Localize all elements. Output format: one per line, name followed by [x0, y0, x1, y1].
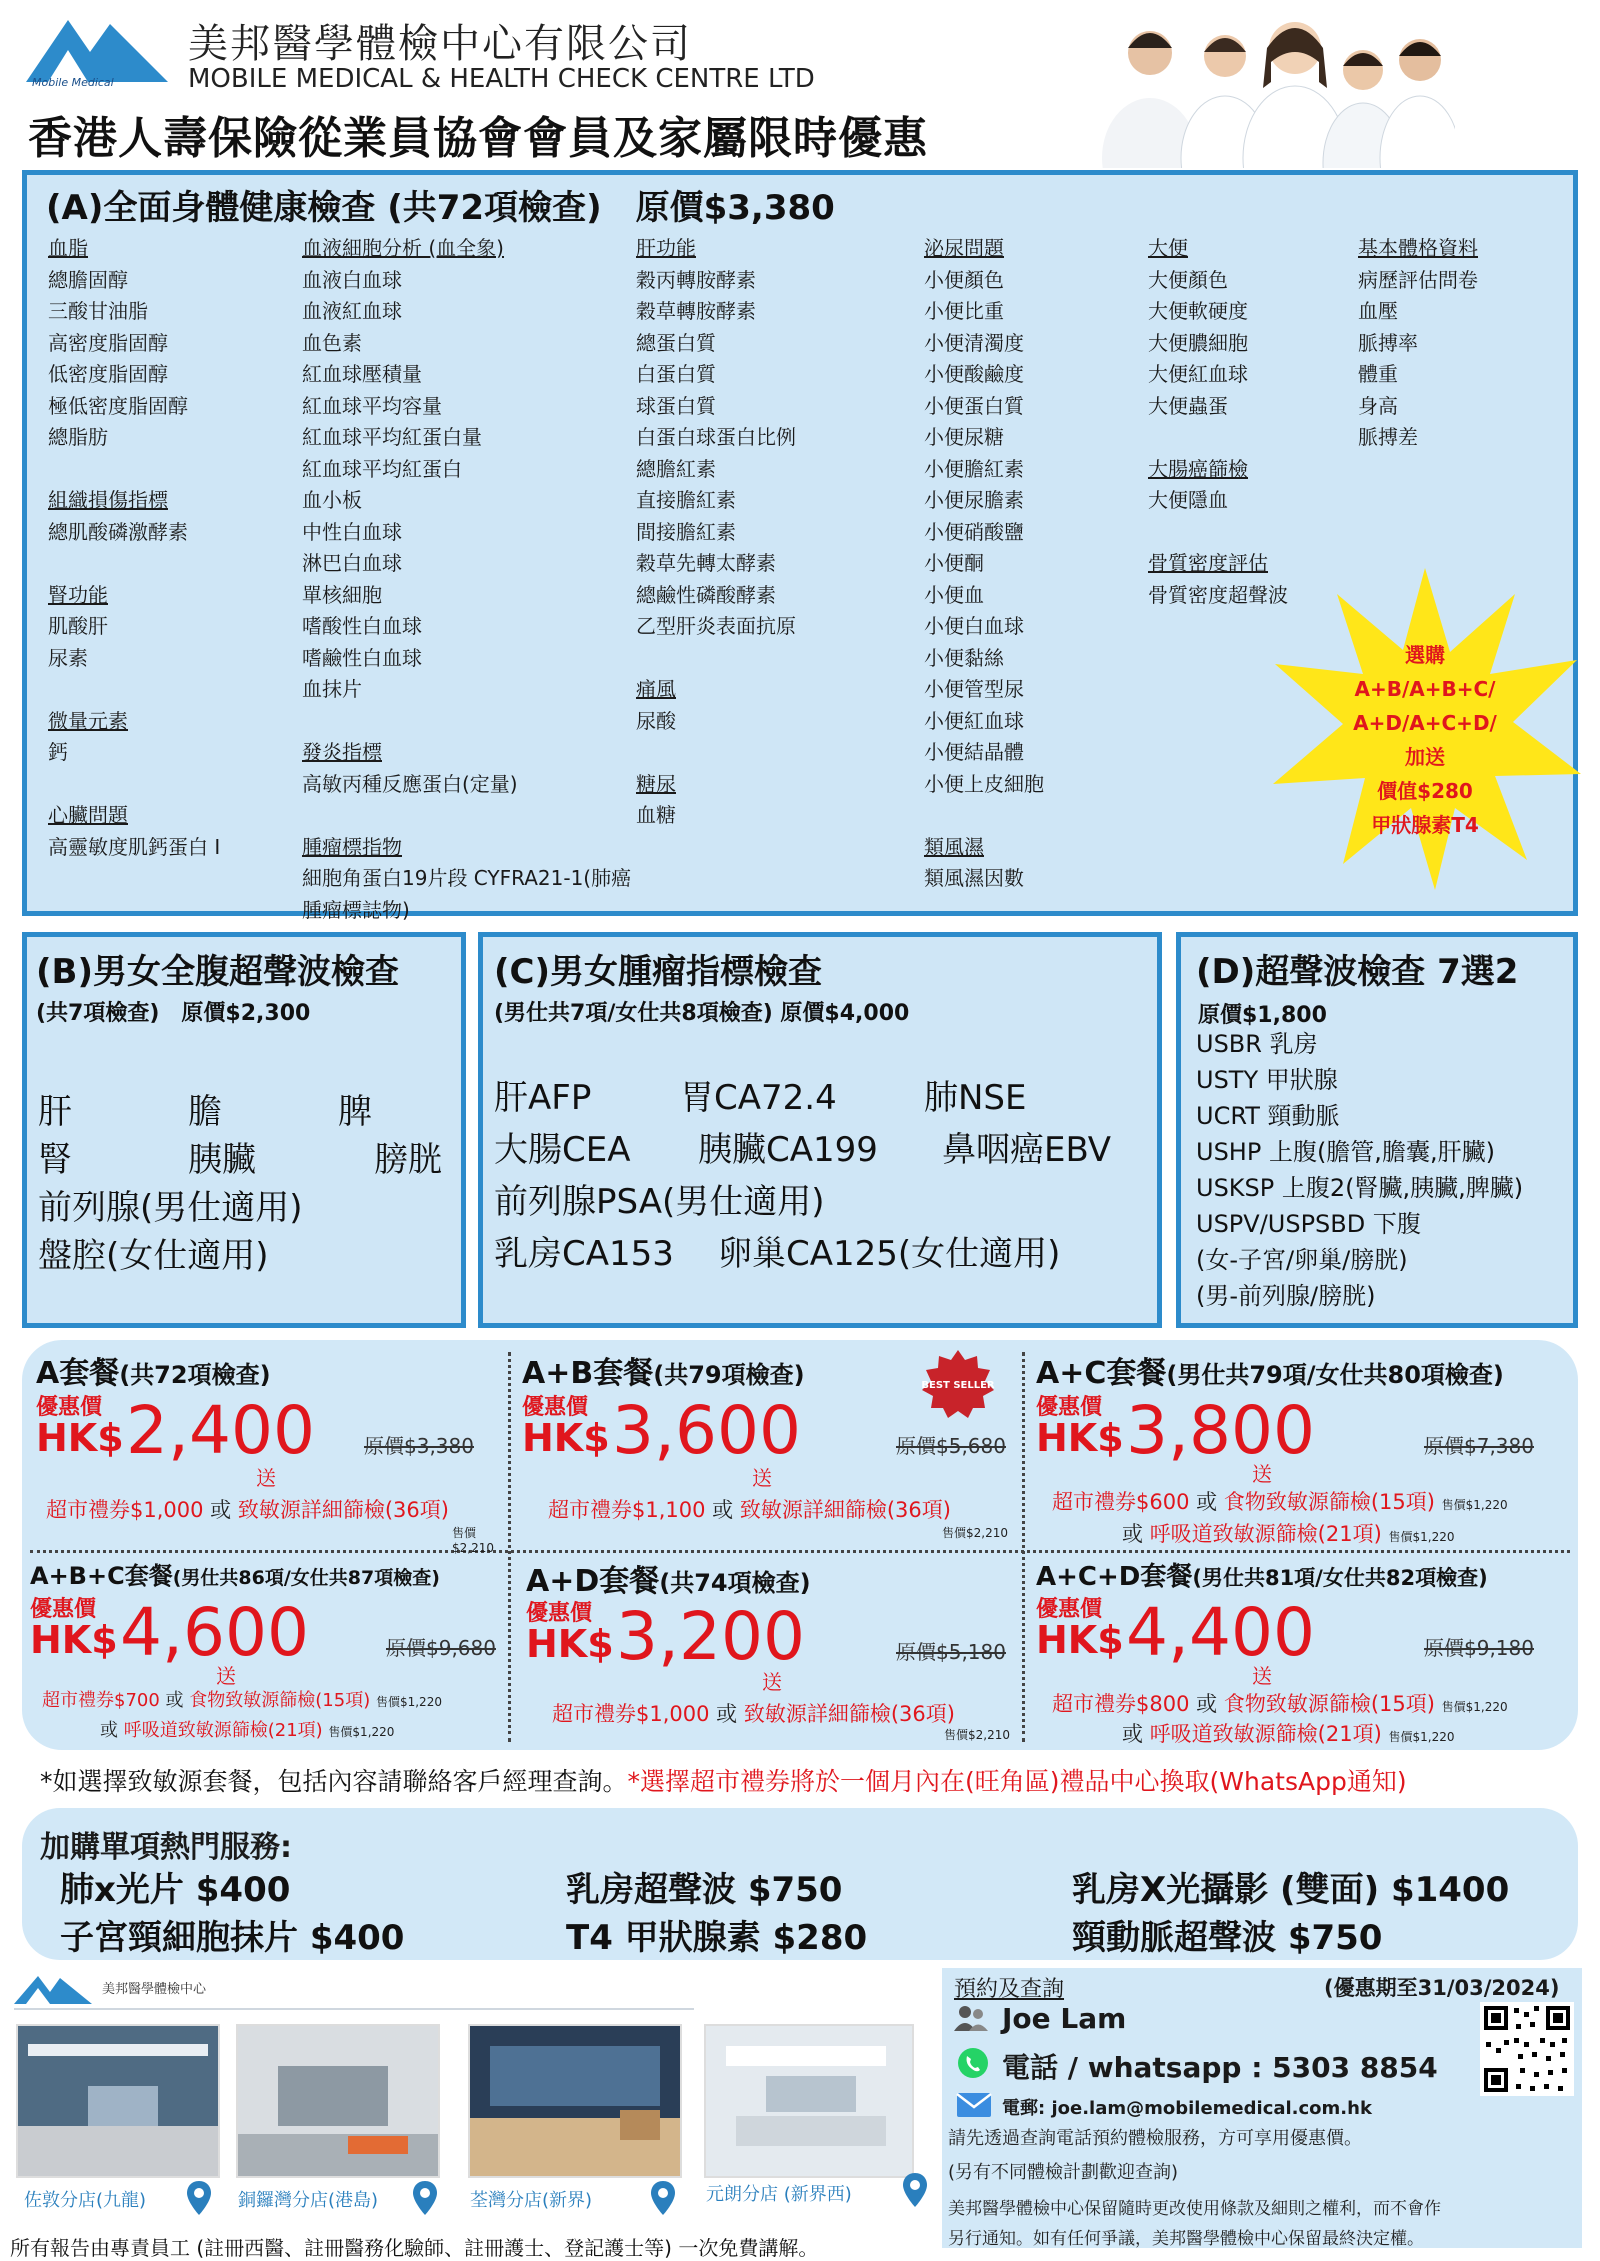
test-item: 大便蟲蛋: [1148, 393, 1228, 418]
package-card-ac: A+C套餐(男仕共79項/女仕共80項檢查) 優惠價 HK$ 3,800 原價$7,380 送 超市禮券$600 或 食物致敏源篩檢(15項) 售價$1,220 或 呼吸道致敏源篩檢(21項) 售價$1,220: [1036, 1356, 1534, 1546]
test-group-heading: 痛風: [636, 677, 676, 701]
group-spacer: [924, 800, 1144, 832]
test-item: 穀草先轉太酵素: [636, 551, 776, 575]
test-item: 尿素: [48, 645, 88, 670]
addon-item: 子宮頸細胞抹片 $400: [60, 1918, 405, 1958]
branch-divider: [14, 2008, 694, 2010]
offer-headline: 香港人壽保險從業員協會會員及家屬限時優惠: [28, 113, 928, 164]
test-item: 球蛋白質: [636, 393, 716, 418]
original-price: 原價$9,680: [386, 1636, 496, 1660]
test-item: 總膽紅素: [636, 456, 716, 481]
package-card-a: A套餐(共72項檢查) 優惠價 HK$ 2,400 原價$3,380 送 超市禮券$1,000 或 致敏源詳細篩檢(36項) 售價$2,210: [36, 1348, 506, 1548]
package-price: 3,600: [612, 1392, 801, 1469]
test-item: 小便顏色: [924, 267, 1004, 292]
section-c-marker: 前列腺PSA(男仕適用): [494, 1182, 825, 1222]
test-item: 小便血: [924, 582, 984, 607]
test-item: 血液紅血球: [302, 299, 402, 323]
test-item: 小便尿糖: [924, 425, 1004, 449]
test-item: 脈搏差: [1358, 425, 1418, 449]
section-c-marker: 大腸CEA: [494, 1130, 631, 1170]
whatsapp-icon: [956, 2046, 990, 2080]
svg-text:BEST SELLER: BEST SELLER: [921, 1380, 995, 1391]
package-count: (共72項檢查): [119, 1361, 271, 1389]
section-d-subtitle: 原價$1,800: [1198, 1003, 1327, 1028]
package-name: A+C+D套餐: [1036, 1562, 1193, 1592]
group-spacer: [48, 674, 288, 706]
test-item: 小便膽紅素: [924, 456, 1024, 481]
test-group-heading: 基本體格資料: [1358, 236, 1478, 260]
company-logo: [18, 12, 178, 90]
package-card-abc: A+B+C套餐(男仕共86項/女仕共87項檢查) 優惠價 HK$ 4,600 原價$9,680 送 超市禮券$700 或 食物致敏源篩檢(15項) 售價$1,220 或 呼吸道致敏源篩檢(21項) 售價$1,220: [30, 1562, 496, 1741]
gift-allergy-test: 致敏源詳細篩檢(36項): [743, 1702, 955, 1726]
group-spacer: [1148, 422, 1348, 454]
contact-disclaimer-1: 美邦醫學體檢中心保留隨時更改使用條款及細則之權利，而不會作: [948, 2199, 1441, 2219]
company-name-en: MOBILE MEDICAL & HEALTH CHECK CENTRE LTD: [188, 64, 815, 94]
test-item: 鈣: [48, 740, 68, 764]
section-d-title: (D)超聲波檢查 7選2: [1196, 952, 1519, 992]
test-group-heading: 大便: [1148, 236, 1188, 260]
gift-sale-price: 售價$2,210: [942, 1526, 1008, 1540]
package-price: 2,400: [126, 1392, 315, 1469]
test-group-heading: 類風濕: [924, 834, 984, 859]
currency-label: HK$: [522, 1416, 610, 1460]
test-item: 血小板: [302, 488, 362, 512]
section-d-item: USPV/USPSBD 下腹: [1196, 1210, 1421, 1238]
section-a-column-4: [924, 233, 1144, 895]
contact-heading: 預約及查詢: [954, 1977, 1065, 2002]
section-c-marker: 胃CA72.4: [680, 1078, 837, 1118]
pref-price-label: 優惠價: [1036, 1597, 1103, 1622]
contact-person-icon: [954, 2004, 988, 2032]
section-d-item: USKSP 上腹2(腎臟,胰臟,脾臟): [1196, 1174, 1524, 1202]
test-item: 總鹼性磷酸酵素: [636, 582, 776, 607]
test-item: 紅血球平均容量: [302, 393, 442, 418]
gift-airway-allergy: 呼吸道致敏源篩檢(21項): [123, 1720, 323, 1741]
test-item: 小便清濁度: [924, 330, 1024, 355]
branch-label-tsuen-wan: 荃灣分店(新界): [470, 2190, 593, 2211]
test-item: 小便白血球: [924, 614, 1024, 638]
group-spacer: [48, 454, 288, 486]
test-item: 病歷評估問卷: [1358, 267, 1478, 292]
pref-price-label: 優惠價: [526, 1601, 593, 1626]
gift-food-allergy: 食物致敏源篩檢(15項): [189, 1690, 371, 1711]
addon-item: 頸動脈超聲波 $750: [1072, 1918, 1383, 1958]
test-item: 淋巴白血球: [302, 551, 402, 575]
original-price: 原價$9,180: [1424, 1636, 1534, 1660]
original-price: 原價$5,680: [896, 1434, 1006, 1458]
package-name: A+D套餐: [526, 1564, 660, 1599]
gift-sale-price: 售價$2,210: [944, 1728, 1010, 1742]
package-card-ad: A+D套餐(共74項檢查) 優惠價 HK$ 3,200 原價$5,180 送 超市禮券$1,000 或 致敏源詳細篩檢(36項) 售價$2,210: [526, 1564, 1010, 1742]
test-item: 小便上皮細胞: [924, 771, 1044, 796]
gift-label: 送: [762, 1670, 782, 1694]
test-item: 類風濕因數: [924, 866, 1024, 890]
gift-sale-price: 售價$2,210: [452, 1526, 494, 1555]
section-c-marker: 乳房CA153: [494, 1234, 674, 1274]
section-a-column-6: [1358, 233, 1568, 454]
section-b-bladder: 膀胱: [374, 1140, 442, 1180]
test-item: 身高: [1358, 393, 1398, 418]
package-name: A+B+C套餐: [30, 1562, 173, 1590]
test-item: 低密度脂固醇: [48, 362, 168, 386]
gift-label: 送: [1252, 1462, 1272, 1486]
gift-voucher: 超市禮券$600: [1052, 1490, 1190, 1514]
gift-label: 送: [256, 1466, 276, 1490]
test-item: 高密度脂固醇: [48, 330, 168, 355]
location-pin-icon: [186, 2180, 212, 2216]
currency-label: HK$: [36, 1416, 124, 1460]
currency-label: HK$: [1036, 1618, 1124, 1662]
test-item: 極低密度脂固醇: [48, 393, 188, 418]
package-price: 3,200: [616, 1598, 805, 1675]
gift-voucher: 超市禮券$1,000: [552, 1702, 710, 1726]
original-price: 原價$3,380: [364, 1434, 474, 1458]
test-group-heading: 發炎指標: [302, 740, 382, 764]
package-divider: [1022, 1352, 1025, 1742]
test-group-heading: 血液細胞分析 (血全象): [302, 236, 504, 260]
test-group-heading: 大腸癌篩檢: [1148, 456, 1248, 481]
section-b-spleen: 脾: [338, 1092, 372, 1132]
test-item: 小便管型尿: [924, 677, 1024, 701]
test-item: 直接膽紅素: [636, 488, 736, 512]
location-pin-icon: [650, 2180, 676, 2216]
addon-item: T4 甲狀腺素 $280: [566, 1918, 868, 1958]
gift-allergy-test: 致敏源詳細篩檢(36項): [237, 1498, 449, 1522]
currency-label: HK$: [30, 1618, 118, 1662]
contact-note-2: (另有不同體檢計劃歡迎查詢): [948, 2162, 1179, 2183]
branch-photo-causeway-bay: [236, 2024, 440, 2178]
gift-food-allergy: 食物致敏源篩檢(15項): [1223, 1692, 1435, 1716]
group-spacer: [636, 737, 916, 769]
test-item: 大便紅血球: [1148, 362, 1248, 386]
currency-label: HK$: [1036, 1416, 1124, 1460]
test-item: 小便酮: [924, 551, 984, 575]
package-divider: [30, 1550, 1570, 1553]
section-b-title: (B)男女全腹超聲波檢查: [36, 952, 399, 992]
test-group-heading: 肝功能: [636, 236, 696, 260]
test-item: 紅血球平均紅蛋白: [302, 456, 462, 481]
test-item: 血抹片: [302, 677, 362, 701]
section-d-item: (男-前列腺/膀胱): [1196, 1282, 1376, 1310]
branch-label-causeway-bay: 銅鑼灣分店(港島): [238, 2190, 379, 2211]
gift-food-allergy: 食物致敏源篩檢(15項): [1223, 1490, 1435, 1514]
package-price: 4,600: [120, 1594, 309, 1671]
test-item: 總肌酸磷激酵素: [48, 519, 188, 544]
test-item: 小便尿膽素: [924, 488, 1024, 512]
logo-text: Mobile Medical: [32, 76, 114, 89]
test-item: 血色素: [302, 330, 362, 355]
gift-label: 送: [1252, 1664, 1272, 1688]
branch-photo-yuen-long: [704, 2024, 914, 2178]
section-d-item: USHP 上腹(膽管,膽囊,肝臟): [1196, 1138, 1495, 1166]
test-item: 單核細胞: [302, 582, 382, 607]
test-item: 總蛋白質: [636, 330, 716, 355]
small-logo-caption: 美邦醫學體檢中心: [102, 1982, 207, 1997]
test-item: 大便軟硬度: [1148, 299, 1248, 323]
section-a-column-1: [48, 233, 288, 863]
section-d-item: UCRT 頸動脈: [1196, 1102, 1340, 1130]
gift-allergy-test: 致敏源詳細篩檢(36項): [739, 1498, 951, 1522]
test-item: 小便結晶體: [924, 740, 1024, 764]
branch-photo-jordan: [16, 2024, 220, 2178]
test-group-heading: 組織損傷指標: [48, 488, 168, 512]
footer-note: 所有報告由專責員工 (註冊西醫、註冊醫務化驗師、註冊護士、登記護士等) 一次免費講解。: [10, 2236, 819, 2260]
section-b-pancreas: 胰臟: [188, 1140, 256, 1180]
test-item: 嗜鹼性白血球: [302, 645, 422, 670]
section-d-item: USBR 乳房: [1196, 1030, 1318, 1058]
branch-label-jordan: 佐敦分店(九龍): [24, 2190, 147, 2211]
addon-item: 乳房X光攝影 (雙面) $1400: [1072, 1870, 1510, 1910]
pref-price-label: 優惠價: [36, 1395, 103, 1420]
test-item: 乙型肝炎表面抗原: [636, 614, 796, 638]
section-c-marker: 鼻咽癌EBV: [942, 1130, 1112, 1170]
section-c-marker: 胰臟CA199: [698, 1130, 878, 1170]
test-item: 小便紅血球: [924, 708, 1024, 733]
contact-note-1: 請先透過查詢電話預約體檢服務，方可享用優惠價。: [948, 2128, 1362, 2149]
test-group-heading: 腎功能: [48, 582, 108, 607]
test-item: 小便酸鹼度: [924, 362, 1024, 386]
test-item: 骨質密度超聲波: [1148, 582, 1288, 607]
test-item: 小便比重: [924, 299, 1004, 323]
section-b-prostate: 前列腺(男仕適用): [38, 1188, 303, 1228]
gift-label: 送: [216, 1664, 236, 1688]
package-card-ab: A+B套餐(共79項檢查) BEST SELLER 優惠價 HK$ 3,600 原價$5,680 送 超市禮券$1,100 或 致敏源詳細篩檢(36項) 售價$2,210: [522, 1348, 1012, 1548]
test-item: 穀丙轉胺酵素: [636, 267, 756, 292]
original-price: 原價$5,180: [896, 1640, 1006, 1664]
test-item: 尿酸: [636, 708, 676, 733]
contact-phone[interactable]: 電話 / whatsapp : 5303 8854: [1002, 2051, 1438, 2084]
section-a-title: (A)全面身體健康檢查 (共72項檢查) 原價$3,380: [46, 188, 835, 228]
test-item: 紅血球平均紅蛋白量: [302, 425, 482, 449]
section-c-title: (C)男女腫瘤指標檢查: [494, 952, 823, 992]
test-item: 紅血球壓積量: [302, 362, 422, 386]
group-spacer: [48, 548, 288, 580]
offer-validity: (優惠期至31/03/2024): [1324, 1976, 1560, 2000]
package-divider: [508, 1352, 511, 1742]
test-item: 肌酸肝: [48, 614, 108, 638]
section-c-marker: 卵巢CA125(女仕適用): [718, 1234, 1061, 1274]
test-item: 大便隱血: [1148, 488, 1228, 512]
location-pin-icon: [902, 2172, 928, 2208]
package-name: A+B套餐: [522, 1356, 654, 1391]
test-group-heading: 骨質密度評估: [1148, 551, 1268, 575]
test-item: 細胞角蛋白19片段 CYFRA21-1(肺癌腫瘤標誌物): [302, 866, 632, 922]
section-d-item: USTY 甲狀腺: [1196, 1066, 1338, 1094]
group-spacer: [302, 706, 642, 738]
test-group-heading: 泌尿問題: [924, 236, 1004, 260]
section-c-subtitle: (男仕共7項/女仕共8項檢查) 原價$4,000: [494, 1001, 910, 1026]
test-item: 總膽固醇: [48, 267, 128, 292]
section-a-column-2: [302, 233, 642, 926]
section-b-pelvis: 盤腔(女仕適用): [38, 1236, 269, 1276]
section-d-item: (女-子宮/卵巢/膀胱): [1196, 1246, 1408, 1274]
test-item: 中性白血球: [302, 519, 402, 544]
test-item: 高靈敏度肌鈣蛋白 I: [48, 834, 221, 859]
section-a-column-3: [636, 233, 916, 832]
package-count: (男仕共86項/女仕共87項檢查): [172, 1567, 440, 1589]
gift-label: 送: [752, 1466, 772, 1490]
addon-heading: 加購單項熱門服務:: [40, 1830, 292, 1865]
gift-voucher: 超市禮券$1,100: [548, 1498, 706, 1522]
branch-photo-tsuen-wan: [468, 2024, 682, 2178]
test-item: 體重: [1358, 362, 1398, 386]
small-logo: [12, 1972, 96, 2008]
test-item: 三酸甘油脂: [48, 299, 148, 323]
promo-starburst-text: 選購 A+B/A+B+C/ A+D/A+C+D/ 加送 價值$280 甲狀腺素T4: [1353, 643, 1497, 837]
group-spacer: [48, 769, 288, 801]
test-group-heading: 腫瘤標指物: [302, 834, 402, 859]
package-count: (男仕共81項/女仕共82項檢查): [1192, 1566, 1488, 1590]
addon-item: 肺x光片 $400: [60, 1870, 291, 1910]
company-name-zh: 美邦醫學體檢中心有限公司: [188, 21, 692, 67]
original-price: 原價$7,380: [1424, 1434, 1534, 1458]
contact-disclaimer-2: 另行通知。如有任何爭議，美邦醫學體檢中心保留最終決定權。: [948, 2229, 1424, 2249]
test-item: 小便黏絲: [924, 645, 1004, 670]
email-icon: [956, 2092, 992, 2118]
package-name: A+C套餐: [1036, 1356, 1167, 1391]
addon-item: 乳房超聲波 $750: [566, 1870, 843, 1910]
test-item: 穀草轉胺酵素: [636, 299, 756, 323]
test-group-heading: 糖尿: [636, 771, 676, 796]
test-item: 血液白血球: [302, 267, 402, 292]
gift-voucher: 超市禮券$1,000: [46, 1498, 204, 1522]
location-pin-icon: [412, 2180, 438, 2216]
section-c-marker: 肺NSE: [924, 1078, 1027, 1118]
best-seller-badge: [918, 1348, 998, 1420]
test-item: 總脂肪: [48, 425, 108, 449]
package-name: A套餐: [36, 1356, 120, 1391]
gift-voucher: 超市禮券$800: [1052, 1692, 1190, 1716]
group-spacer: [636, 643, 916, 675]
section-b-liver: 肝: [38, 1092, 72, 1132]
group-spacer: [1148, 517, 1348, 549]
package-price: 4,400: [1126, 1594, 1315, 1671]
test-item: 大便顏色: [1148, 267, 1228, 292]
gift-voucher: 超市禮券$700: [42, 1690, 160, 1711]
section-b-gallbladder: 膽: [188, 1092, 222, 1132]
section-c-marker: 肝AFP: [494, 1078, 592, 1118]
test-item: 高敏丙種反應蛋白(定量): [302, 771, 518, 796]
whatsapp-qr-code[interactable]: [1480, 2002, 1574, 2096]
test-group-heading: 微量元素: [48, 708, 128, 733]
group-spacer: [302, 800, 642, 832]
doctors-image: [1095, 8, 1455, 168]
contact-email[interactable]: 電郵: joe.lam@mobilemedical.com.hk: [1002, 2098, 1372, 2119]
test-group-heading: 心臟問題: [48, 803, 128, 827]
test-item: 間接膽紅素: [636, 519, 736, 544]
terms-note: *如選擇致敏源套餐，包括內容請聯絡客戶經理查詢。*選擇超市禮券將於一個月內在(旺角區)禮品中心換取(WhatsApp通知): [40, 1767, 1407, 1796]
test-item: 血糖: [636, 803, 676, 827]
test-item: 白蛋白質: [636, 362, 716, 386]
section-b-subtitle: (共7項檢查) 原價$2,300: [36, 1001, 311, 1026]
test-item: 大便膿細胞: [1148, 330, 1248, 355]
package-count: (男仕共79項/女仕共80項檢查): [1166, 1361, 1504, 1389]
test-item: 嗜酸性白血球: [302, 614, 422, 638]
test-item: 小便蛋白質: [924, 393, 1024, 418]
test-item: 血壓: [1358, 299, 1398, 323]
gift-airway-allergy: 呼吸道致敏源篩檢(21項): [1149, 1722, 1382, 1746]
test-item: 小便硝酸鹽: [924, 519, 1024, 544]
section-a-column-5: [1148, 233, 1348, 611]
contact-name: Joe Lam: [1002, 2002, 1127, 2035]
package-card-acd: A+C+D套餐(男仕共81項/女仕共82項檢查) 優惠價 HK$ 4,400 原價$9,180 送 超市禮券$800 或 食物致敏源篩檢(15項) 售價$1,220 或 呼吸道致敏源篩檢(21項) 售價$1,220: [1036, 1562, 1534, 1746]
test-group-heading: 血脂: [48, 236, 88, 260]
pref-price-label: 優惠價: [522, 1395, 589, 1420]
branch-label-yuen-long: 元朗分店 (新界西): [706, 2184, 852, 2205]
test-item: 脈搏率: [1358, 330, 1418, 355]
package-price: 3,800: [1126, 1392, 1315, 1469]
section-b-kidney: 腎: [38, 1140, 72, 1180]
gift-airway-allergy: 呼吸道致敏源篩檢(21項): [1149, 1522, 1382, 1546]
pref-price-label: 優惠價: [30, 1597, 97, 1622]
package-count: (共74項檢查): [659, 1569, 811, 1597]
section-d-list: [1196, 1026, 1576, 1314]
test-item: 白蛋白球蛋白比例: [636, 425, 796, 449]
package-count: (共79項檢查): [653, 1361, 805, 1389]
pref-price-label: 優惠價: [1036, 1395, 1103, 1420]
currency-label: HK$: [526, 1622, 614, 1666]
